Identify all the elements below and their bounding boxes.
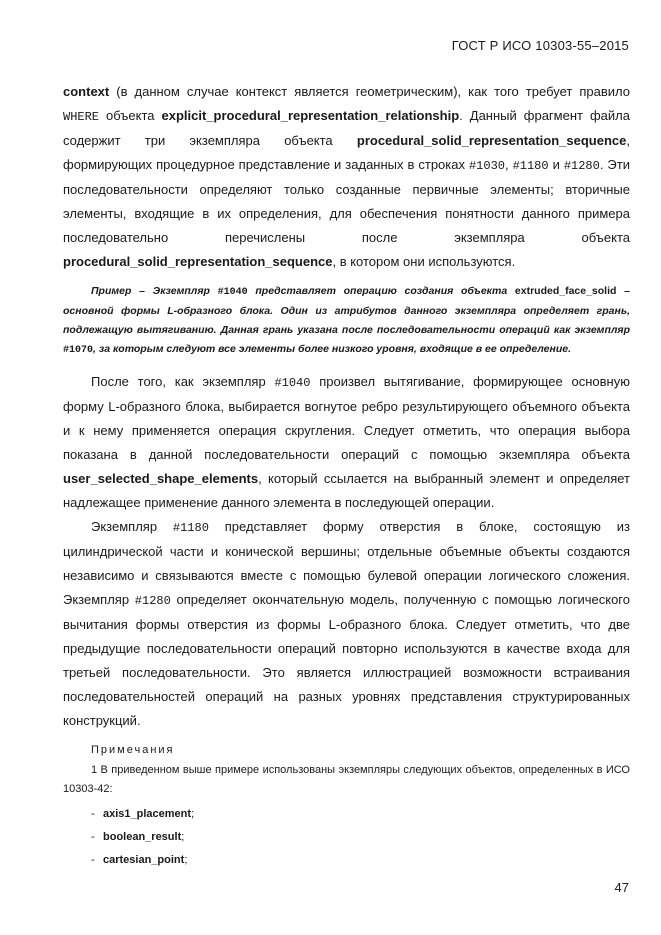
instance-ref: #1280 (134, 594, 171, 608)
list-dash: - (91, 854, 95, 866)
term-procedural-sequence: procedural_solid_representation_sequence (356, 133, 627, 148)
entity-list (63, 803, 630, 872)
instance-ref: #1180 (512, 159, 549, 173)
list-separator: ; (184, 854, 188, 866)
page-body (63, 80, 630, 872)
text-run: . Эти последовательности определяют только созданные первичные элементы; вторичные элементы, входящие в их определения, для обеспечения понятности данного примера последовательно перечислены после экземпляра объекта (63, 157, 630, 245)
list-separator: ; (181, 831, 185, 843)
instance-ref: #1070 (63, 345, 94, 356)
text-run: , в котором они используются. (332, 254, 516, 269)
text-run: и (548, 157, 564, 172)
term-user-selected-shape-elements: user_selected_shape_elements (63, 471, 259, 486)
term-procedural-sequence: procedural_solid_representation_sequence (63, 254, 333, 269)
list-dash: - (91, 808, 95, 820)
paragraph-hole (63, 515, 630, 733)
term-explicit-relationship: explicit_procedural_representation_relationship (161, 108, 460, 123)
page-number: 47 (614, 880, 629, 895)
entity-name: axis1_placement (103, 808, 192, 820)
text-run: представляет операцию создания объекта (247, 285, 515, 297)
instance-ref: #1280 (563, 159, 600, 173)
keyword-where: WHERE (63, 110, 100, 124)
note-1: 1 В приведенном выше примере использованы экземпляры следующих объектов, определенных в ИСО 10303-42: (63, 764, 630, 795)
list-item (91, 826, 630, 849)
text-run: – основной формы L-образного блока. Один из атрибутов данного экземпляра определяет грань, подлежащую вытягиванию. Данная грань указана после последовательности операций как экземпляр (63, 285, 630, 336)
text-run: Экземпляр (91, 519, 173, 534)
text-run: Пример – Экземпляр (91, 285, 218, 297)
list-item (91, 803, 630, 826)
text-run: . Данный фрагмент файла содержит три экземпляра объекта (63, 108, 630, 148)
text-run: определяет окончательную модель, полученную с помощью логического вычитания формы отверстия из формы L-образного блока. Следует отметить, что две предыдущие последовательности операций повторно используются в качестве входа для третьей последовательности. Это является иллюстрацией возможности встраивания последовательностей операций на разных уровнях представления структурированных конструкций. (63, 592, 630, 728)
text-run: , формирующих процедурное представление и заданных в строках (63, 133, 630, 172)
term-context: context (63, 84, 110, 99)
list-dash: - (91, 831, 95, 843)
instance-ref: #1040 (217, 287, 248, 298)
text-run: , за которым следуют все элементы более низкого уровня, входящие в ее определение. (93, 343, 572, 355)
instance-ref: #1040 (274, 376, 311, 390)
text-run: , (504, 157, 513, 172)
text-run: объекта (99, 108, 162, 123)
list-separator: ; (191, 808, 195, 820)
instance-ref: #1030 (468, 159, 505, 173)
text-run: представляет форму отверстия в блоке, состоящую из цилиндрической части и конической вершины; отдельные объемные объекты создаются независимо и связываются вместе с помощью булевой операции логического сложения. Экземпляр (63, 519, 630, 607)
list-item (91, 849, 630, 872)
paragraph-extrusion (63, 370, 630, 515)
text-run: После того, как экземпляр (91, 374, 275, 389)
text-run: , который ссылается на выбранный элемент и определяет надлежащее применение данного элемента в последующей операции. (63, 471, 630, 510)
notes-heading: Примечания (91, 744, 175, 756)
instance-ref: #1180 (172, 521, 209, 535)
document-header: ГОСТ Р ИСО 10303-55–2015 (451, 38, 629, 53)
text-run: произвел вытягивание, формирующее основную форму L-образного блока, выбирается вогнутое ребро результирующего объемного объекта и к нему применяется операция скругления. Следует отметить, что операция выбора показана в данной последовательности операций с помощью экземпляра объекта (63, 374, 630, 462)
paragraph-context (63, 80, 630, 274)
example-block (63, 282, 630, 360)
text-run: (в данном случае контекст является геометрическим), как того требует правило (109, 84, 630, 99)
entity-name: boolean_result (103, 831, 182, 843)
entity-name: cartesian_point (103, 854, 185, 866)
term-extruded-face-solid: extruded_face_solid (514, 285, 617, 297)
